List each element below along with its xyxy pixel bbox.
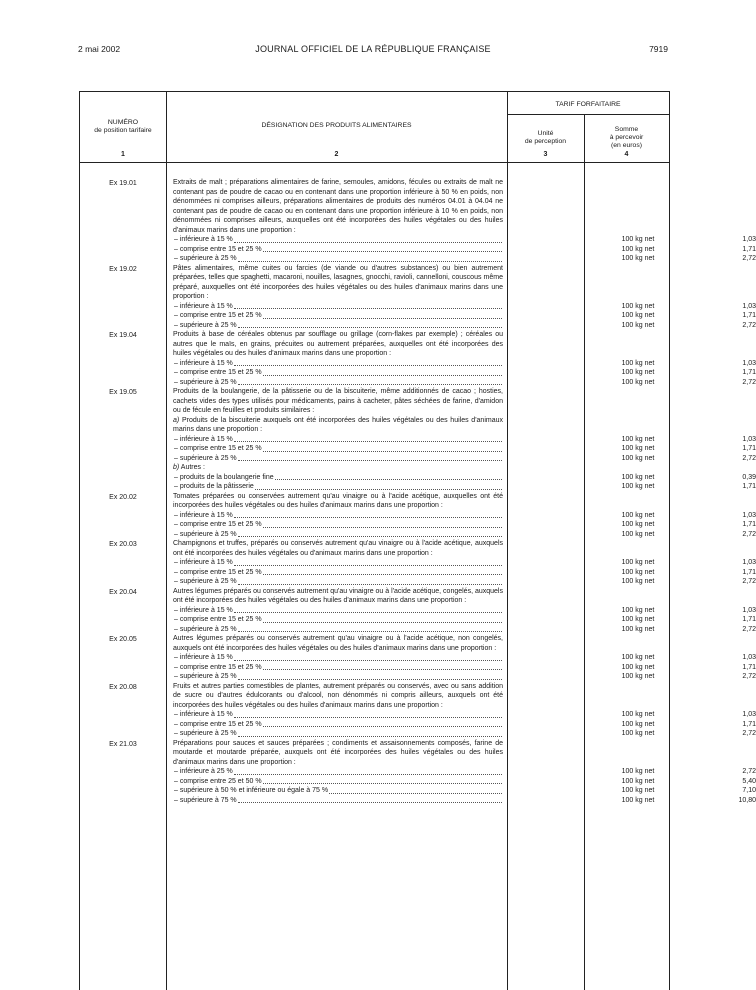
- rate-line: [173, 653, 756, 663]
- dot-leader: [263, 568, 502, 576]
- rate-label: – comprise entre 15 et 25 %: [174, 521, 262, 528]
- rate-label: – inférieure à 15 %: [174, 711, 233, 718]
- unit-value: 100 kg net: [621, 378, 655, 386]
- col-number: 2: [334, 151, 339, 158]
- rate-line: [173, 767, 756, 777]
- rate-label: – supérieure à 25 %: [174, 530, 237, 538]
- rate-label: – comprise entre 15 et 25 %: [174, 720, 262, 728]
- rate-line: [173, 482, 756, 492]
- unit-value: 100 kg net: [621, 511, 655, 519]
- unit-value: 100 kg net: [621, 578, 655, 585]
- dot-leader: [234, 302, 502, 310]
- amount-value: 2,72: [742, 730, 756, 737]
- tariff-code: Ex 19.04: [109, 332, 137, 339]
- rate-line: [173, 777, 756, 787]
- unit-value: 100 kg net: [621, 369, 655, 376]
- rate-line: [173, 454, 756, 464]
- amount-value: 1,71: [742, 720, 756, 728]
- dot-leader: [329, 786, 502, 794]
- amount-value: 2,72: [742, 378, 756, 386]
- amount-value: 1,03: [742, 654, 756, 661]
- unit-value: 100 kg net: [621, 312, 655, 319]
- table-row: [80, 587, 756, 635]
- col1-subheader: de position tarifaire: [94, 127, 152, 134]
- dot-leader: [234, 235, 502, 243]
- rate-label: – produits de la pâtisserie: [174, 483, 254, 490]
- amount-value: 2,72: [742, 673, 756, 680]
- description-text: Autres légumes préparés ou conservés autrement qu'au vinaigre ou à l'acide acétique, congelés, auxquels ont été incorporées des huiles végétales ou des huiles d'animaux marins dans une proportion :: [173, 587, 503, 604]
- unit-value: 100 kg net: [621, 654, 655, 661]
- table-row: [80, 264, 756, 331]
- tarif-header: TARIF FORFAITAIRE: [555, 101, 621, 108]
- rate-label: – comprise entre 25 et 50 %: [174, 777, 262, 785]
- rate-label: – supérieure à 25 %: [174, 255, 237, 262]
- col-number: 4: [624, 151, 629, 158]
- amount-value: 10,80: [738, 796, 756, 804]
- unit-value: 100 kg net: [621, 768, 655, 775]
- rate-label: – supérieure à 25 %: [174, 321, 237, 329]
- table-row: [80, 634, 756, 682]
- amount-value: 1,03: [742, 236, 756, 243]
- rate-label: – comprise entre 15 et 25 %: [174, 616, 262, 623]
- rate-line: [173, 796, 756, 806]
- rate-label: – supérieure à 25 %: [174, 730, 237, 737]
- unit-value: 100 kg net: [621, 435, 655, 443]
- dot-leader: [238, 796, 502, 804]
- dot-leader: [255, 482, 502, 490]
- rate-line: [173, 311, 756, 321]
- rate-label: – comprise entre 15 et 25 %: [174, 312, 262, 319]
- amount-value: 2,72: [742, 255, 756, 262]
- dot-leader: [234, 511, 502, 519]
- dot-leader: [238, 254, 502, 262]
- rate-line: [173, 473, 756, 483]
- rate-line: [173, 511, 756, 521]
- rate-label: – inférieure à 15 %: [174, 559, 233, 566]
- table-row: [80, 682, 756, 739]
- tariff-code: Ex 20.02: [109, 493, 137, 501]
- col3-header: [507, 130, 584, 146]
- amount-value: 2,72: [742, 578, 756, 585]
- rate-line: [173, 710, 756, 720]
- rate-label: – inférieure à 15 %: [174, 606, 233, 614]
- product-description: [173, 330, 756, 387]
- rate-line: [173, 359, 756, 369]
- description-text: Champignons et truffes, préparés ou conservés autrement qu'au vinaigre ou à l'acide acétique, auxquels ont été incorporées des huiles végétales ou d'animaux marins dans une proportion :: [173, 540, 503, 557]
- rate-line: [173, 672, 756, 682]
- dot-leader: [238, 625, 502, 633]
- amount-value: 7,10: [742, 787, 756, 794]
- rate-line: [173, 729, 756, 739]
- table-row: [80, 387, 756, 492]
- unit-value: 100 kg net: [621, 777, 655, 785]
- unit-value: 100 kg net: [621, 445, 655, 452]
- tariff-table: [79, 91, 756, 990]
- amount-value: 1,71: [742, 483, 756, 490]
- rate-label: – supérieure à 25 %: [174, 454, 237, 462]
- rate-label: – comprise entre 15 et 25 %: [174, 663, 262, 671]
- dot-leader: [238, 530, 502, 538]
- product-description: [173, 264, 756, 331]
- product-description: [173, 739, 756, 806]
- rate-line: [173, 625, 756, 635]
- product-description: [173, 387, 756, 492]
- unit-value: 100 kg net: [621, 787, 655, 794]
- rate-line: [173, 568, 756, 578]
- unit-value: 100 kg net: [621, 663, 655, 671]
- rate-label: – inférieure à 15 %: [174, 511, 233, 519]
- unit-value: 100 kg net: [621, 255, 655, 262]
- rate-line: [173, 558, 756, 568]
- table-row: [80, 330, 756, 387]
- dot-leader: [234, 558, 502, 566]
- unit-value: 100 kg net: [621, 483, 655, 490]
- amount-value: 1,71: [742, 568, 756, 576]
- rate-line: [173, 606, 756, 616]
- journal-title: JOURNAL OFFICIEL DE LA RÉPUBLIQUE FRANÇAISE: [255, 44, 491, 54]
- subsection-marker: a): [173, 416, 180, 424]
- dot-leader: [234, 710, 502, 718]
- col1-header: [80, 119, 166, 127]
- dot-leader: [263, 368, 502, 376]
- amount-value: 2,72: [742, 321, 756, 329]
- dot-leader: [234, 653, 502, 661]
- col4-header-line: (en euros): [611, 142, 642, 149]
- rate-line: [173, 520, 756, 530]
- unit-value: 100 kg net: [621, 302, 655, 310]
- dot-leader: [275, 473, 502, 481]
- tariff-code: Ex 19.05: [109, 389, 137, 396]
- product-description: [173, 539, 756, 587]
- col4-header-line: Somme: [614, 126, 639, 133]
- dot-leader: [238, 729, 502, 737]
- unit-value: 100 kg net: [621, 530, 655, 538]
- rate-label: – comprise entre 15 et 25 %: [174, 245, 262, 253]
- rate-label: – inférieure à 15 %: [174, 302, 233, 310]
- amount-value: 1,71: [742, 245, 756, 253]
- col4-header-line: à percevoir: [609, 134, 644, 141]
- amount-value: 2,72: [742, 454, 756, 462]
- rate-label: – supérieure à 25 %: [174, 378, 237, 386]
- rate-line: [173, 720, 756, 730]
- description-text: Préparations pour sauces et sauces préparées ; condiments et assaisonnements composés, farine de moutarde et moutarde préparée, auxquels ont été incorporées des huiles végétales ou des huiles d'animaux marins dans une proportion :: [173, 739, 503, 766]
- table-row: [80, 539, 756, 587]
- rate-label: – inférieure à 15 %: [174, 654, 233, 661]
- rate-line: [173, 577, 756, 587]
- unit-value: 100 kg net: [621, 473, 655, 481]
- product-description: [173, 587, 756, 635]
- rate-line: [173, 321, 756, 331]
- dot-leader: [263, 520, 502, 528]
- col3-header-line: Unité: [537, 130, 554, 137]
- col1-header-line: NUMÉRO: [107, 119, 139, 126]
- rate-label: – inférieure à 15 %: [174, 359, 233, 367]
- tariff-code: Ex 19.01: [109, 180, 137, 187]
- subsection-b: b) Autres :: [173, 464, 205, 471]
- rate-line: [173, 435, 756, 445]
- amount-value: 1,03: [742, 606, 756, 614]
- unit-value: 100 kg net: [621, 559, 655, 566]
- rate-line: [173, 254, 756, 264]
- product-description: [173, 178, 756, 264]
- dot-leader: [238, 378, 502, 386]
- dot-leader: [238, 577, 502, 585]
- rate-label: – comprise entre 15 et 25 %: [174, 369, 262, 376]
- dot-leader: [234, 435, 502, 443]
- description-text: Extraits de malt ; préparations alimentaires de farine, semoules, amidons, fécules ou extraits de malt ne contenant pas de poudre de cacao ou en contenant dans une proportion inférieure à 50 % en poids, non dénommées ni comprises ailleurs, préparations alimentaires de produits des numéros 04.01 à 04.04 ne contenant pas de poudre de cacao ou en contenant dans une proportion inférieure à 10 % en poids, non dénommées ni comprises ailleurs, auxquelles ont été incorporées des huiles végétales ou des huiles d'animaux marins dans une proportion :: [173, 179, 503, 234]
- description-text: Pâtes alimentaires, même cuites ou farcies (de viande ou d'autres substances) ou bien autrement préparées, telles que spaghetti, macaroni, nouilles, lasagnes, gnocchi, ravioli, cannelloni, couscous même préparé, auxquelles ont été incorporées des huiles végétales ou des huiles d'animaux marins dans une proportion :: [173, 264, 503, 300]
- subsection-a: a) Produits de la biscuiterie auxquels ont été incorporées des huiles végétales ou des huiles d'animaux marins dans une proportion :: [173, 416, 503, 433]
- product-description: [173, 492, 756, 540]
- rate-line: [173, 615, 756, 625]
- amount-value: 1,03: [742, 435, 756, 443]
- unit-value: 100 kg net: [621, 321, 655, 329]
- amount-value: 2,72: [742, 530, 756, 538]
- rate-label: – supérieure à 50 % et inférieure ou égale à 75 %: [174, 787, 329, 794]
- product-description: [173, 634, 756, 682]
- table-body: [80, 178, 756, 805]
- tariff-code: Ex 20.08: [109, 683, 137, 691]
- dot-leader: [234, 359, 502, 367]
- dot-leader: [263, 444, 502, 452]
- rate-line: [173, 530, 756, 540]
- amount-value: 1,03: [742, 359, 756, 367]
- dot-leader: [238, 454, 502, 462]
- rate-label: – supérieure à 25 %: [174, 673, 237, 680]
- amount-value: 1,71: [742, 663, 756, 671]
- page-number: 7919: [649, 44, 668, 54]
- amount-value: 1,03: [742, 559, 756, 566]
- col4-header: [584, 126, 669, 150]
- amount-value: 1,03: [742, 711, 756, 718]
- table-row: [80, 178, 756, 264]
- dot-leader: [238, 672, 502, 680]
- product-description: [173, 682, 756, 739]
- dot-leader: [234, 606, 502, 614]
- rate-line: [173, 378, 756, 388]
- dot-leader: [263, 663, 502, 671]
- rate-line: [173, 663, 756, 673]
- dot-leader: [263, 777, 502, 785]
- description-text: Autres légumes préparés ou conservés autrement qu'au vinaigre ou à l'acide acétique, non congelés, auxquels ont été incorporées des huiles végétales ou des huiles d'animaux marins dans une proportion :: [173, 635, 503, 652]
- amount-value: 2,72: [742, 625, 756, 633]
- tariff-code: Ex 19.02: [109, 265, 137, 273]
- unit-value: 100 kg net: [621, 616, 655, 623]
- amount-value: 1,71: [742, 616, 756, 623]
- unit-value: 100 kg net: [621, 625, 655, 633]
- amount-value: 2,72: [742, 768, 756, 775]
- page-date: 2 mai 2002: [78, 44, 121, 54]
- unit-value: 100 kg net: [621, 711, 655, 718]
- dot-leader: [238, 321, 502, 329]
- dot-leader: [263, 311, 502, 319]
- unit-value: 100 kg net: [621, 454, 655, 462]
- rate-line: [173, 786, 756, 796]
- rate-label: – supérieure à 75 %: [174, 796, 237, 804]
- page-header: [78, 44, 668, 58]
- tariff-code: Ex 21.03: [109, 740, 137, 748]
- col-number: 1: [121, 151, 125, 158]
- rate-line: [173, 235, 756, 245]
- unit-value: 100 kg net: [621, 359, 655, 367]
- amount-value: 0,39: [742, 473, 756, 481]
- rate-label: – inférieure à 15 %: [174, 435, 233, 443]
- tariff-code: Ex 20.05: [109, 636, 137, 643]
- amount-value: 1,03: [742, 511, 756, 519]
- unit-value: 100 kg net: [621, 720, 655, 728]
- amount-value: 1,71: [742, 369, 756, 376]
- unit-value: 100 kg net: [621, 521, 655, 528]
- description-text: Tomates préparées ou conservées autrement qu'au vinaigre ou à l'acide acétique, auxquelles ont été incorporées des huiles végétales ou des huiles d'animaux marins dans une proportion :: [173, 492, 503, 509]
- col-number: 3: [543, 151, 548, 158]
- unit-value: 100 kg net: [621, 606, 655, 614]
- tariff-code: Ex 20.04: [109, 588, 137, 596]
- rate-line: [173, 368, 756, 378]
- rate-line: [173, 444, 756, 454]
- rate-label: – comprise entre 15 et 25 %: [174, 445, 262, 452]
- unit-value: 100 kg net: [621, 673, 655, 680]
- dot-leader: [234, 767, 502, 775]
- rate-line: [173, 245, 756, 255]
- tariff-code: Ex 20.03: [109, 541, 137, 548]
- description-text: Produits de la boulangerie, de la pâtisserie ou de la biscuiterie, même additionnés de cacao ; hosties, cachets vides des types utilisés pour médicaments, pains à cacheter, pâtes séchées de farine, d'amidon ou de fécule en feuilles et produits similaires :: [173, 388, 503, 414]
- unit-value: 100 kg net: [621, 568, 655, 576]
- table-row: [80, 492, 756, 540]
- dot-leader: [263, 720, 502, 728]
- rate-label: – inférieure à 15 %: [174, 236, 233, 243]
- col3-header-line: de perception: [524, 138, 567, 145]
- col2-header: DÉSIGNATION DES PRODUITS ALIMENTAIRES: [261, 122, 412, 129]
- rate-label: – supérieure à 25 %: [174, 625, 237, 633]
- unit-value: 100 kg net: [621, 236, 655, 243]
- subsection-marker: b): [173, 464, 180, 471]
- amount-value: 5,40: [742, 777, 756, 785]
- rate-label: – supérieure à 25 %: [174, 578, 237, 585]
- table-row: [80, 739, 756, 806]
- description-text: Produits à base de céréales obtenus par soufflage ou grillage (corn-flakes par exemple) ; céréales ou autres que le maïs, en grains, précuites ou autrement préparées, auxquelles ont été incorporées des huiles végétales ou des huiles d'animaux marins dans une proportion :: [173, 331, 503, 357]
- amount-value: 1,71: [742, 312, 756, 319]
- row-divider: [80, 162, 669, 163]
- description-text: Fruits et autres parties comestibles de plantes, autrement préparés ou conservés, avec ou sans addition de sucre ou d'autres édulcorants ou d'alcool, non dénommés ni compris ailleurs, auxquels ont été incorporées des huiles végétales ou des huiles d'animaux marins dans une proportion :: [173, 682, 503, 709]
- amount-value: 1,71: [742, 521, 756, 528]
- row-divider: [507, 114, 669, 115]
- dot-leader: [263, 615, 502, 623]
- unit-value: 100 kg net: [621, 730, 655, 737]
- rate-label: – produits de la boulangerie fine: [174, 473, 274, 481]
- dot-leader: [263, 245, 502, 253]
- rate-label: – inférieure à 25 %: [174, 768, 233, 775]
- unit-value: 100 kg net: [621, 245, 655, 253]
- amount-value: 1,03: [742, 302, 756, 310]
- amount-value: 1,71: [742, 445, 756, 452]
- rate-line: [173, 302, 756, 312]
- unit-value: 100 kg net: [621, 796, 655, 804]
- rate-label: – comprise entre 15 et 25 %: [174, 568, 262, 576]
